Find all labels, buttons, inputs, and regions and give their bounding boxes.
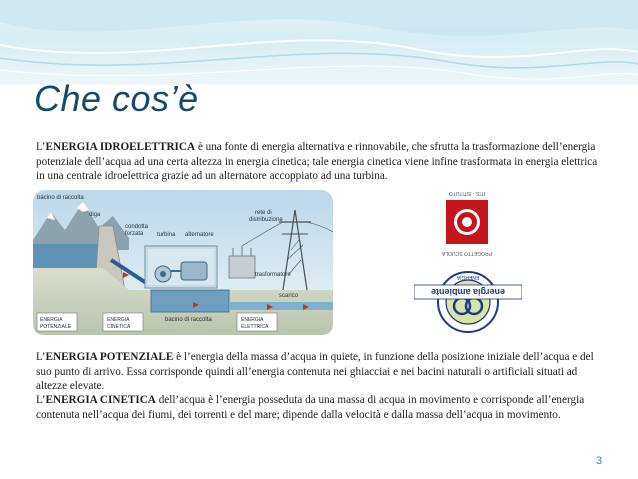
- logo1-top-text: ITIS · ISTITUTO: [448, 190, 486, 196]
- label-lower-basin: bacino di raccolta: [165, 317, 212, 323]
- label-dam: diga: [89, 212, 101, 218]
- intro-prefix: L’: [36, 141, 46, 153]
- logo2-main-text: energia ambiente: [430, 287, 506, 297]
- box-kinetic-1: ENERGIA: [107, 317, 130, 323]
- box-electric-1: ENERGIA: [241, 317, 264, 323]
- label-penstock-2: forzata: [125, 231, 144, 237]
- potential-term: ENERGIA POTENZIALE: [45, 351, 174, 363]
- school-logo: [424, 186, 510, 266]
- box-kinetic-2: CINETICA: [107, 324, 131, 330]
- kinetic-term: ENERGIA CINETICA: [45, 394, 156, 406]
- label-grid-1: rete di: [255, 210, 272, 216]
- page-number: 3: [596, 455, 603, 467]
- hydroelectric-plant-diagram: [33, 190, 333, 335]
- wave-graphic: [0, 0, 638, 85]
- kinetic-text: dell’acqua è l’energia posseduta da una massa di acqua in movimento e corrisponde all’energia contenuta nell’acqua dei fiumi, dei torrenti e del mare; dipende dalla velocità e dalla massa dell’acqua in movimento.: [36, 394, 585, 421]
- potential-text: è l’energia della massa d’acqua in quiete, in funzione della posizione iniziale dell’acqua e del suo punto di arrivo. Essa corrisponde quindi all’energia contenuta nei ghiacciai e nei bacini naturali o artificiali situati ad altezze elevate.: [36, 351, 594, 393]
- header-wave-decoration: [0, 0, 638, 85]
- energy-environment-emblem-icon: [414, 266, 522, 336]
- box-potential-2: POTENZIALE: [40, 324, 72, 330]
- label-transformer: trasformatore: [255, 272, 291, 278]
- potential-energy-paragraph: [36, 350, 604, 394]
- label-discharge: scarico: [279, 293, 299, 299]
- intro-term: ENERGIA IDROELETTRICA: [45, 141, 196, 153]
- intro-text: è una fonte di energia alternativa e rinnovabile, che sfrutta la trasformazione dell’energia potenziale dell’acqua ad una certa altezza in energia cinetica; tale energia cinetica viene infine trasformata in energia elettrica in una centrale idroelettrica grazie ad un alternatore accoppiato ad una turbina.: [36, 141, 598, 183]
- box-potential-1: ENERGIA: [40, 317, 63, 323]
- box-electric-2: ELETTRICA: [241, 324, 269, 330]
- energy-environment-logo: [414, 266, 522, 336]
- label-turbine: turbina: [157, 232, 176, 238]
- plant-illustration: [33, 190, 333, 335]
- slide-title: Che cos’è: [34, 78, 199, 119]
- label-grid-2: distribuzione: [249, 217, 283, 223]
- kinetic-energy-paragraph: [36, 393, 604, 422]
- intro-paragraph: [36, 140, 604, 184]
- label-penstock-1: condotta: [125, 224, 149, 230]
- label-upper-basin: bacino di raccolta: [37, 195, 84, 201]
- school-emblem-icon: [424, 186, 510, 266]
- kinetic-prefix: L’: [36, 394, 46, 406]
- label-alternator: alternatore: [185, 232, 214, 238]
- logo2-small-text: ENERGIA: [456, 274, 480, 280]
- potential-prefix: L’: [36, 351, 46, 363]
- logo1-bottom-text: PROGETTO SCUOLA: [442, 250, 492, 256]
